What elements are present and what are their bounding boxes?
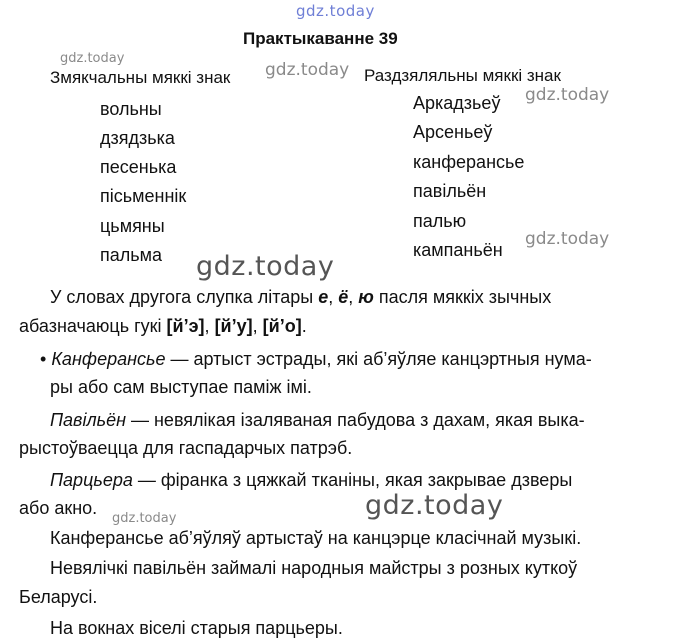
sound-highlight: [й’у] bbox=[214, 316, 253, 336]
rule-text: , bbox=[252, 316, 263, 336]
left-word: цьмяны bbox=[100, 216, 165, 236]
rule-text: , bbox=[328, 287, 339, 307]
watermark-text: gdz.today bbox=[60, 51, 125, 66]
watermark-text: gdz.today bbox=[525, 85, 610, 105]
watermark-text: gdz.today bbox=[365, 490, 504, 521]
right-word: кампаньён bbox=[413, 240, 503, 260]
page-title: Практыкаванне 39 bbox=[243, 29, 398, 48]
rule-line bbox=[50, 288, 551, 306]
example-sentence: Канферансье аб’яўляў артыстаў на канцэрце класічнай музыкі. bbox=[50, 528, 582, 548]
left-word: песенька bbox=[100, 157, 177, 177]
watermark-text: gdz.today bbox=[196, 251, 335, 282]
watermark-text: gdz.today bbox=[296, 2, 375, 20]
definition-text: — фіранка з цяжкай тканіны, якая закрывае дзверы bbox=[132, 470, 573, 490]
watermark-text: gdz.today bbox=[112, 511, 177, 526]
example-sentence: Невялічкі павільён займалі народныя майстры з розных куткоў bbox=[50, 558, 578, 578]
watermark-text: gdz.today bbox=[525, 229, 610, 249]
left-word: пальма bbox=[100, 245, 163, 265]
letter-highlight: е bbox=[318, 287, 329, 307]
rule-text: абазначаюць гукі bbox=[19, 316, 167, 336]
letter-highlight: ю bbox=[358, 287, 374, 307]
definition-line bbox=[40, 350, 592, 368]
right-word: канферансье bbox=[413, 152, 525, 172]
watermark-text: gdz.today bbox=[265, 60, 350, 80]
sound-highlight: [й’э] bbox=[166, 316, 205, 336]
rule-text: . bbox=[301, 316, 307, 336]
definition-text: — артыст эстрады, які аб’яўляе канцэртныя нума- bbox=[165, 349, 592, 369]
definition-line: або акно. bbox=[19, 498, 98, 518]
definition-line bbox=[50, 411, 585, 429]
right-word: Арсеньеў bbox=[413, 122, 493, 142]
bullet: • bbox=[40, 349, 47, 369]
left-column-heading: Змякчальны мяккі знак bbox=[50, 68, 231, 87]
left-word: пісьменнік bbox=[100, 186, 187, 206]
rule-text: , bbox=[348, 287, 359, 307]
definition-term: Парцьера bbox=[50, 470, 133, 490]
right-word: палью bbox=[413, 211, 467, 231]
definition-line bbox=[50, 471, 572, 489]
definition-text: — невялікая ізаляваная пабудова з дахам, якая выка- bbox=[125, 410, 585, 430]
left-word: дзядзька bbox=[100, 128, 175, 148]
rule-text: , bbox=[204, 316, 215, 336]
rule-text: пасля мяккіх зычных bbox=[373, 287, 552, 307]
example-sentence: На вокнах віселі старыя парцьеры. bbox=[50, 618, 343, 638]
letter-highlight: ё bbox=[338, 287, 349, 307]
right-column-heading: Раздзяляльны мяккі знак bbox=[364, 66, 561, 85]
definition-line: ры або сам выступае паміж імі. bbox=[50, 377, 312, 397]
sound-highlight: [й’о] bbox=[262, 316, 302, 336]
rule-line bbox=[19, 317, 307, 335]
rule-text: У словах другога слупка літары bbox=[50, 287, 319, 307]
right-word: павільён bbox=[413, 181, 487, 201]
example-sentence: Беларусі. bbox=[19, 587, 98, 607]
right-word: Аркадзьеў bbox=[413, 93, 501, 113]
definition-term: Канферансье bbox=[51, 349, 166, 369]
definition-line: рыстоўваецца для гаспадарчых патрэб. bbox=[19, 438, 353, 458]
left-word: вольны bbox=[100, 99, 162, 119]
definition-term: Павільён bbox=[50, 410, 126, 430]
